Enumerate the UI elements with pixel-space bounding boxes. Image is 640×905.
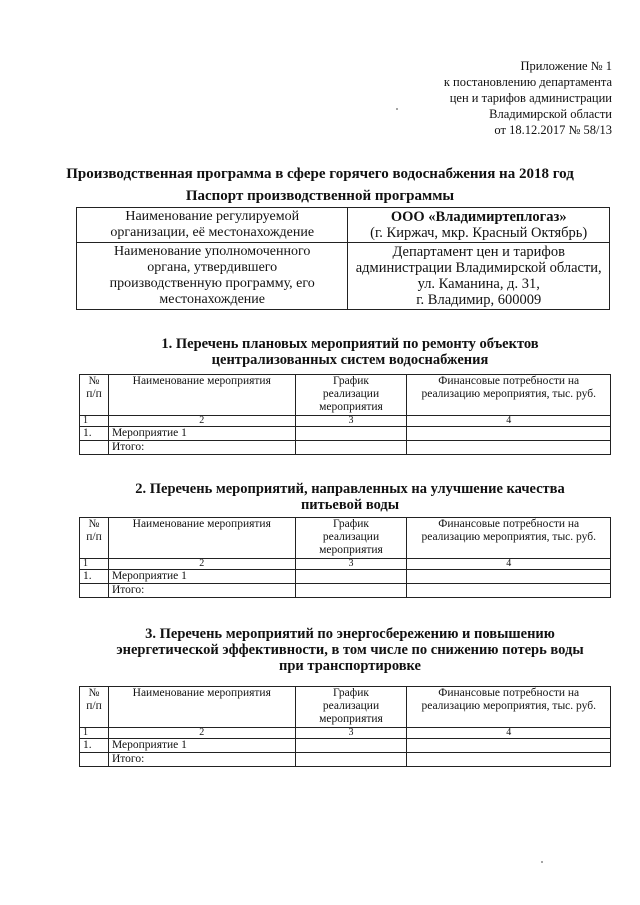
section-heading-line: централизованных систем водоснабжения — [211, 352, 489, 368]
table-cell — [407, 584, 611, 598]
table-row — [80, 739, 611, 753]
column-header: Наименование мероприятия — [108, 375, 295, 416]
table-cell: 1. — [80, 427, 109, 441]
column-header: График реализации мероприятия — [295, 687, 407, 728]
column-header: № п/п — [80, 375, 109, 416]
table-cell — [407, 570, 611, 584]
passport-label-line: производственную программу, его — [109, 276, 315, 291]
table-row — [80, 584, 611, 598]
passport-table — [76, 207, 610, 310]
appendix-line: к постановлению департамента — [443, 75, 612, 89]
table-row — [80, 441, 611, 455]
table-cell — [407, 739, 611, 753]
table-cell — [295, 584, 407, 598]
section-3-table — [79, 686, 611, 767]
column-number: 3 — [295, 728, 407, 739]
column-number-row — [80, 416, 611, 427]
passport-row — [77, 243, 610, 310]
table-row — [80, 427, 611, 441]
section-2-table — [79, 517, 611, 598]
table-cell: Мероприятие 1 — [108, 427, 295, 441]
table-header-row — [80, 518, 611, 559]
passport-value-line: г. Владимир, 600009 — [416, 292, 542, 308]
column-header: Финансовые потребности на реализацию мероприятия, тыс. руб. — [407, 375, 611, 416]
passport-label-line: организации, её местонахождение — [110, 225, 315, 240]
table-cell — [295, 427, 407, 441]
passport-value-cell — [348, 243, 610, 310]
passport-value-cell — [348, 208, 610, 243]
column-header: Финансовые потребности на реализацию мероприятия, тыс. руб. — [407, 687, 611, 728]
column-number: 2 — [108, 559, 295, 570]
section-1-heading — [60, 336, 640, 368]
table-cell — [295, 441, 407, 455]
column-header: Наименование мероприятия — [108, 687, 295, 728]
document-title: Производственная программа в сфере горячего водоснабжения на 2018 год — [66, 166, 574, 182]
passport-label-line: Наименование регулируемой — [125, 209, 300, 224]
column-number: 2 — [108, 728, 295, 739]
table-cell — [407, 441, 611, 455]
column-number: 3 — [295, 559, 407, 570]
column-header: Финансовые потребности на реализацию мероприятия, тыс. руб. — [407, 518, 611, 559]
passport-value-line: (г. Киржач, мкр. Красный Октябрь) — [370, 225, 588, 241]
table-cell: Итого: — [108, 441, 295, 455]
column-number-row — [80, 559, 611, 570]
passport-heading: Паспорт производственной программы — [185, 188, 455, 204]
section-heading-line: 3. Перечень мероприятий по энергосбережению и повышению — [145, 626, 555, 642]
column-number: 3 — [295, 416, 407, 427]
table-cell — [407, 427, 611, 441]
appendix-line: Приложение № 1 — [520, 59, 612, 73]
table-cell: Мероприятие 1 — [108, 739, 295, 753]
table-row — [80, 570, 611, 584]
table-cell: 1. — [80, 570, 109, 584]
table-cell — [407, 753, 611, 767]
passport-label-line: местонахождение — [159, 292, 266, 307]
table-row — [80, 753, 611, 767]
appendix-block — [444, 58, 612, 138]
scan-speck — [541, 861, 543, 863]
section-heading-line: 1. Перечень плановых мероприятий по ремонту объектов — [161, 336, 539, 352]
section-heading-line: 2. Перечень мероприятий, направленных на улучшение качества — [135, 481, 565, 497]
table-header-row — [80, 687, 611, 728]
passport-label-line: Наименование уполномоченного — [114, 244, 311, 259]
table-cell — [295, 753, 407, 767]
table-cell — [80, 584, 109, 598]
organization-name: ООО «Владимиртеплогаз» — [390, 209, 567, 225]
passport-label-cell — [77, 243, 348, 310]
column-header: Наименование мероприятия — [108, 518, 295, 559]
table-header-row — [80, 375, 611, 416]
passport-value-line: ул. Каманина, д. 31, — [417, 276, 540, 292]
section-1-table — [79, 374, 611, 455]
column-header: № п/п — [80, 687, 109, 728]
scan-speck — [396, 108, 398, 110]
column-header: № п/п — [80, 518, 109, 559]
passport-row — [77, 208, 610, 243]
passport-label-line: органа, утвердившего — [147, 260, 278, 275]
passport-value-line: Департамент цен и тарифов — [392, 244, 565, 260]
appendix-line: от 18.12.2017 № 58/13 — [494, 123, 612, 137]
appendix-line: Владимирской области — [489, 107, 612, 121]
table-cell: 1. — [80, 739, 109, 753]
table-cell — [80, 441, 109, 455]
table-cell: Итого: — [108, 584, 295, 598]
column-number: 4 — [407, 559, 611, 570]
column-number: 1 — [80, 416, 109, 427]
table-cell — [80, 753, 109, 767]
table-cell: Итого: — [108, 753, 295, 767]
section-2-heading — [60, 481, 640, 513]
column-number: 4 — [407, 728, 611, 739]
passport-label-cell — [77, 208, 348, 243]
passport-value-line: администрации Владимирской области, — [355, 260, 602, 276]
section-heading-line: питьевой воды — [300, 497, 400, 513]
section-3-heading — [60, 626, 640, 674]
column-number: 1 — [80, 559, 109, 570]
appendix-line: цен и тарифов администрации — [449, 91, 612, 105]
column-header: График реализации мероприятия — [295, 518, 407, 559]
column-number: 1 — [80, 728, 109, 739]
column-number: 2 — [108, 416, 295, 427]
column-number-row — [80, 728, 611, 739]
section-heading-line: энергетической эффективности, в том числе по снижению потерь воды — [116, 642, 584, 658]
column-number: 4 — [407, 416, 611, 427]
table-cell — [295, 739, 407, 753]
section-heading-line: при транспортировке — [279, 658, 421, 674]
column-header: График реализации мероприятия — [295, 375, 407, 416]
table-cell — [295, 570, 407, 584]
table-cell: Мероприятие 1 — [108, 570, 295, 584]
